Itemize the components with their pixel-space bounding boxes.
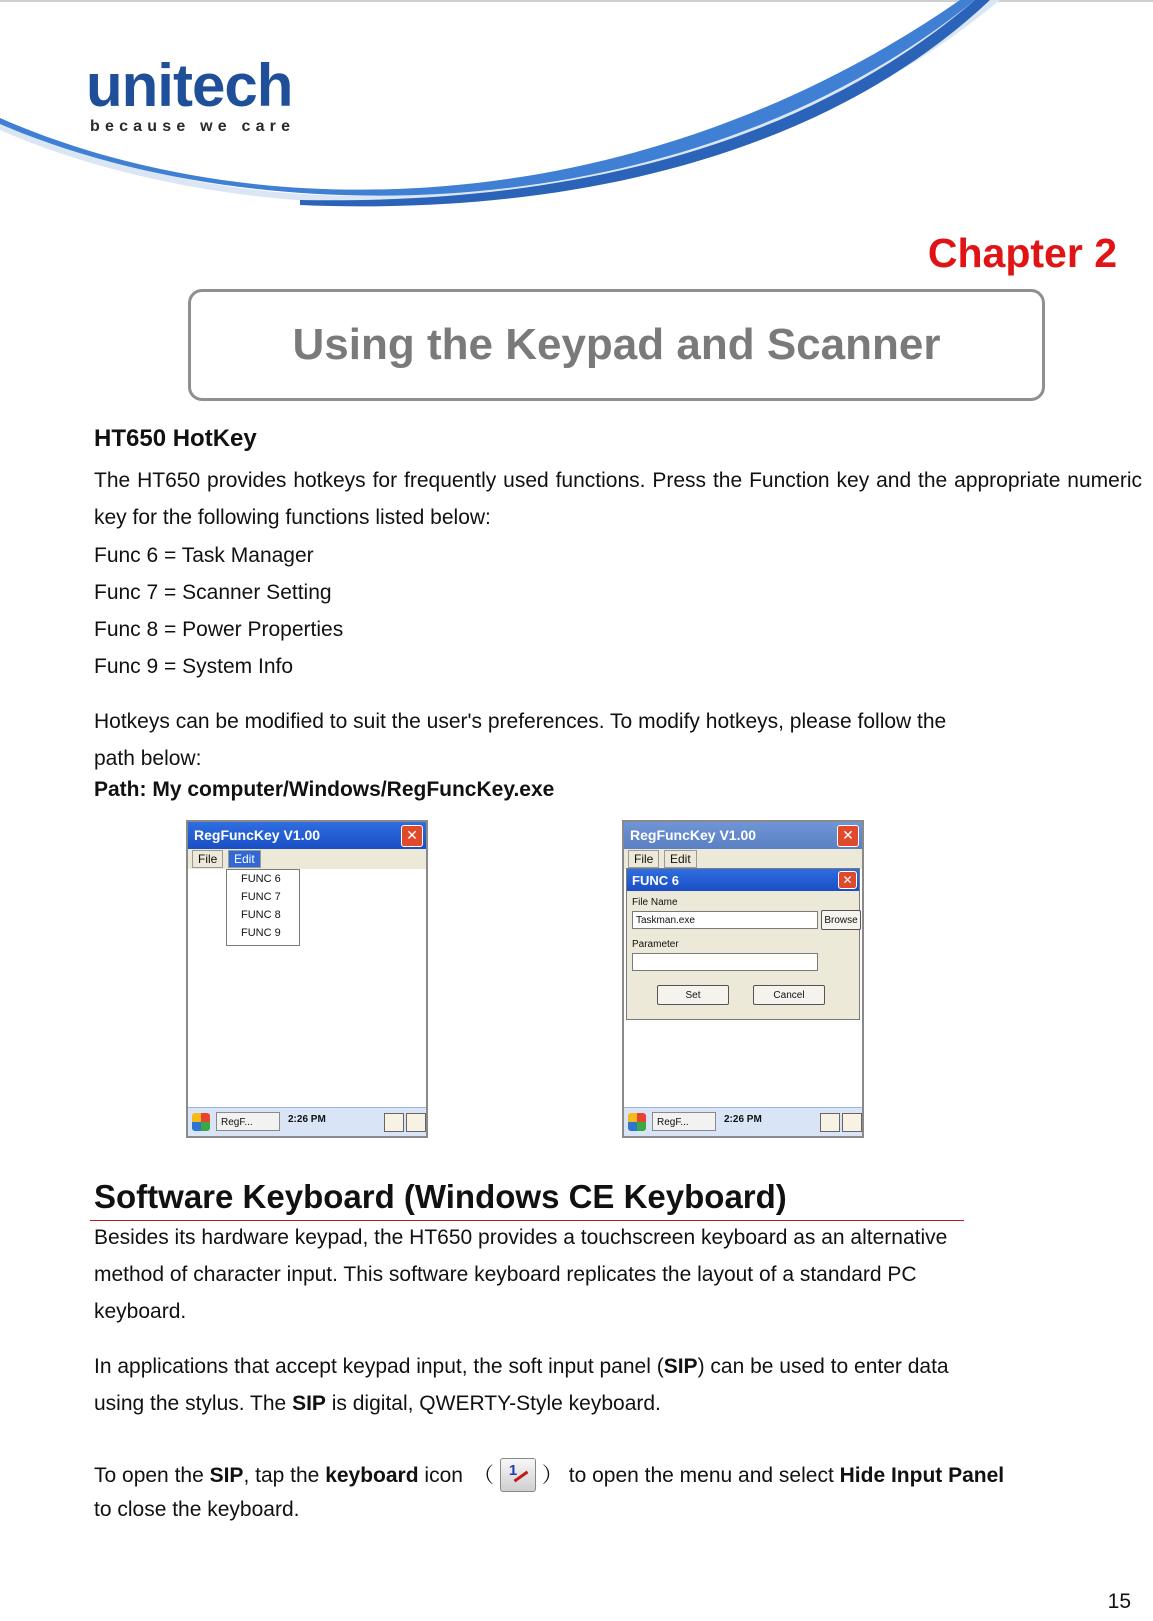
func-line-6: Func 6 = Task Manager — [94, 544, 314, 567]
screenshot-regfunckey-dialog — [622, 820, 864, 1138]
taskbar-app[interactable]: RegF... — [216, 1112, 280, 1131]
chapter-title: Using the Keypad and Scanner — [292, 320, 941, 369]
keyboard-icon: 1 — [500, 1458, 536, 1492]
text-run: using the stylus. The — [94, 1392, 293, 1415]
func-line-9: Func 9 = System Info — [94, 655, 294, 678]
hotkey-heading: HT650 HotKey — [94, 425, 257, 452]
text-run: to open the menu and select — [562, 1464, 840, 1487]
start-icon[interactable] — [628, 1113, 646, 1131]
text-run: In applications that accept keypad input, the soft input panel ( — [94, 1355, 664, 1378]
window-titlebar — [188, 822, 426, 849]
taskbar-time: 2:26 PM — [724, 1114, 762, 1125]
edit-dropdown — [226, 869, 300, 946]
taskbar-app[interactable]: RegF... — [652, 1112, 716, 1131]
window-title: RegFuncKey V1.00 — [630, 827, 757, 843]
hide-input-panel-term: Hide Input Panel — [839, 1464, 1005, 1487]
sip-term: SIP — [663, 1355, 698, 1378]
text-run: To open the — [94, 1464, 210, 1487]
paren-open: （ — [472, 1464, 494, 1487]
regfunckey-path: Path: My computer/Windows/RegFuncKey.exe — [94, 778, 555, 801]
browse-button[interactable]: Browse — [821, 910, 861, 930]
keyboard-icon[interactable] — [384, 1113, 404, 1132]
menubar — [188, 849, 426, 869]
cancel-button[interactable]: Cancel — [753, 985, 825, 1005]
window-title: RegFuncKey V1.00 — [194, 827, 321, 843]
set-button[interactable]: Set — [657, 985, 729, 1005]
chapter-label: Chapter 2 — [927, 230, 1117, 276]
taskbar — [624, 1107, 862, 1136]
keyboard-term: keyboard — [325, 1464, 419, 1487]
text-run: ) can be used to enter data — [697, 1355, 949, 1378]
start-icon[interactable] — [192, 1113, 210, 1131]
menu-file[interactable]: File — [628, 850, 659, 868]
dialog-titlebar — [627, 869, 859, 891]
menubar — [624, 849, 862, 869]
text-run: is digital, QWERTY-Style keyboard. — [325, 1392, 661, 1415]
dropdown-item-func7[interactable]: FUNC 7 — [241, 891, 281, 903]
paren-close: ） — [541, 1464, 563, 1487]
windows-switch-icon[interactable] — [842, 1113, 862, 1132]
keyboard-para2-line1 — [94, 1355, 949, 1379]
menu-file[interactable]: File — [192, 850, 223, 868]
sip-term: SIP — [209, 1464, 244, 1487]
screenshot-regfunckey-menu — [186, 820, 428, 1138]
taskbar — [188, 1107, 426, 1136]
keyboard-para1-line3: keyboard. — [94, 1300, 187, 1323]
text-run: , tap the — [243, 1464, 326, 1487]
keyboard-para1-line1: Besides its hardware keypad, the HT650 provides a touchscreen keyboard as an alternative — [94, 1226, 948, 1249]
parameter-input[interactable] — [632, 953, 818, 971]
dropdown-item-func6[interactable]: FUNC 6 — [241, 873, 281, 885]
func-line-7: Func 7 = Scanner Setting — [94, 581, 332, 604]
heading-underline — [90, 1220, 964, 1221]
taskbar-time: 2:26 PM — [288, 1114, 326, 1125]
keyboard-para3-line2: to close the keyboard. — [94, 1498, 300, 1521]
keyboard-para2-line2 — [94, 1392, 661, 1416]
software-keyboard-heading: Software Keyboard (Windows CE Keyboard) — [94, 1178, 787, 1215]
sip-term: SIP — [292, 1392, 326, 1415]
menu-edit[interactable]: Edit — [664, 850, 697, 868]
dialog-title: FUNC 6 — [632, 873, 679, 888]
menu-edit[interactable]: Edit — [228, 850, 261, 868]
func-line-8: Func 8 = Power Properties — [94, 618, 344, 641]
parameter-label: Parameter — [632, 939, 679, 950]
unitech-logo — [86, 52, 296, 136]
keyboard-para3-line1 — [94, 1458, 1004, 1492]
dialog-close-icon[interactable]: ✕ — [838, 871, 857, 889]
keyboard-para1-line2: method of character input. This software keyboard replicates the layout of a standard PC — [94, 1263, 917, 1286]
logo-tagline: because we care — [90, 118, 296, 135]
close-icon[interactable]: ✕ — [837, 825, 859, 847]
hotkey-intro: The HT650 provides hotkeys for frequently used functions. Press the Function key and the appropriate numeric key for the following functions listed below: — [94, 469, 1142, 529]
dropdown-item-func8[interactable]: FUNC 8 — [241, 909, 281, 921]
logo-wordmark: unitech — [86, 52, 293, 119]
func-dialog — [626, 868, 860, 1020]
modify-text-line1: Hotkeys can be modified to suit the user's preferences. To modify hotkeys, please follow the — [94, 710, 947, 733]
modify-text-line2: path below: — [94, 747, 202, 770]
close-icon[interactable]: ✕ — [401, 825, 423, 847]
page-number: 15 — [1107, 1590, 1131, 1613]
keyboard-icon[interactable] — [820, 1113, 840, 1132]
file-name-label: File Name — [632, 897, 678, 908]
file-name-input[interactable]: Taskman.exe — [632, 911, 818, 929]
chapter-title-box — [188, 289, 1045, 401]
window-titlebar — [624, 822, 862, 849]
dropdown-item-func9[interactable]: FUNC 9 — [241, 927, 281, 939]
windows-switch-icon[interactable] — [406, 1113, 426, 1132]
text-run: icon — [418, 1464, 463, 1487]
